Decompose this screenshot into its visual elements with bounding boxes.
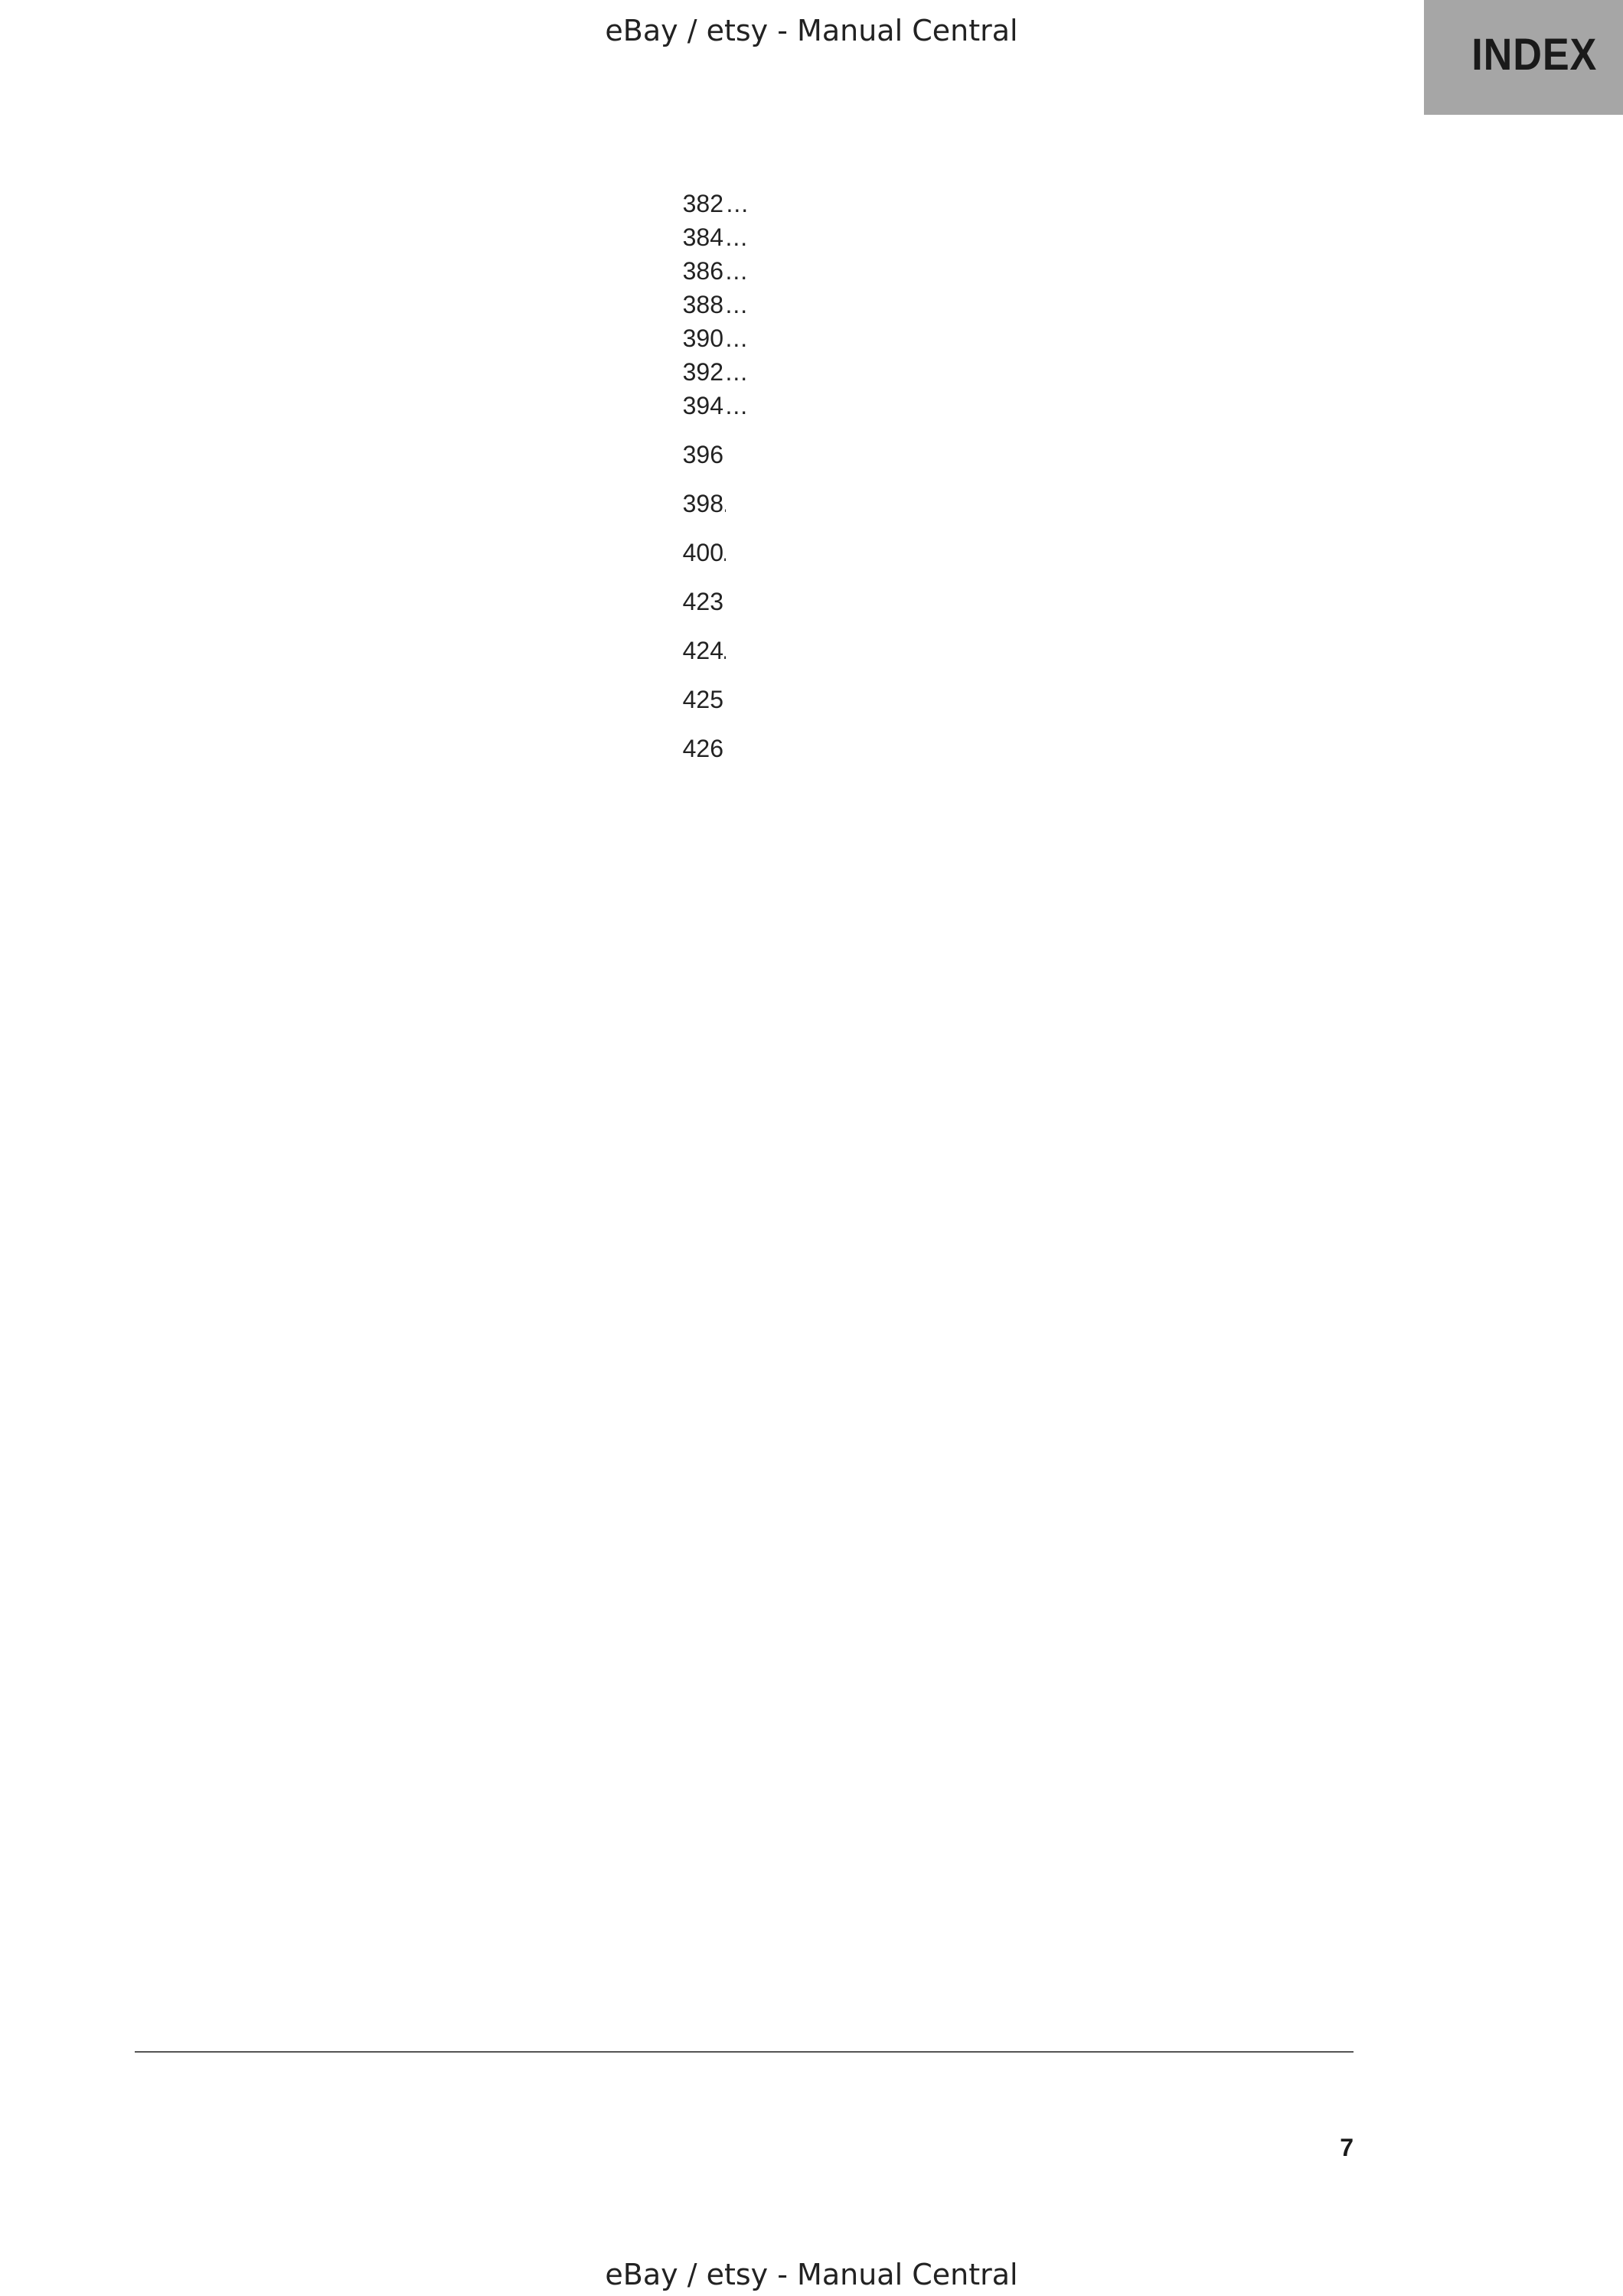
toc-sub-entry[interactable]: [190, 220, 726, 254]
toc-sub-entry[interactable]: [190, 187, 726, 220]
toc-index-entry[interactable]: [135, 732, 726, 765]
toc-chapter-entry[interactable]: [135, 438, 726, 471]
toc-sub-entry[interactable]: [190, 355, 726, 389]
toc-entry-page: 424: [669, 637, 723, 664]
toc-chapter-entry[interactable]: [135, 683, 726, 716]
toc-chapter-entry[interactable]: [135, 487, 726, 520]
toc-chapter-entry[interactable]: [135, 585, 726, 618]
toc-entry-page: 386: [669, 257, 723, 285]
toc-entry-page: 398: [669, 490, 723, 517]
index-section-tab: [1424, 0, 1623, 115]
toc-entry-page: 423: [669, 588, 723, 615]
toc-sub-entry[interactable]: [190, 321, 726, 355]
toc-chapter-entry[interactable]: [135, 536, 726, 569]
footer-watermark: eBay / etsy - Manual Central: [605, 2258, 1018, 2291]
toc-entry-page: 392: [669, 358, 723, 386]
toc-entry-page: 426: [669, 735, 723, 762]
toc-entry-page: 394: [669, 392, 723, 419]
index-section-tab-label: INDEX: [1471, 30, 1597, 80]
header-watermark: eBay / etsy - Manual Central: [605, 14, 1018, 47]
toc-entry-page: 400: [669, 539, 723, 566]
toc-entry-page: 384: [669, 223, 723, 251]
toc-entry-page: 425: [669, 686, 723, 713]
toc-entry-page: 390: [669, 325, 723, 352]
toc-chapter-entry[interactable]: [135, 634, 726, 667]
toc-entry-page: 388: [669, 291, 723, 318]
footer-divider: [135, 2051, 1354, 2053]
toc-sub-entry[interactable]: [190, 288, 726, 321]
toc-sub-entry[interactable]: [190, 389, 726, 422]
toc-entry-page: 396: [669, 441, 723, 468]
toc-sub-entry[interactable]: [190, 254, 726, 288]
toc-entry-page: 382: [669, 190, 723, 217]
page-number: 7: [1340, 2134, 1354, 2161]
